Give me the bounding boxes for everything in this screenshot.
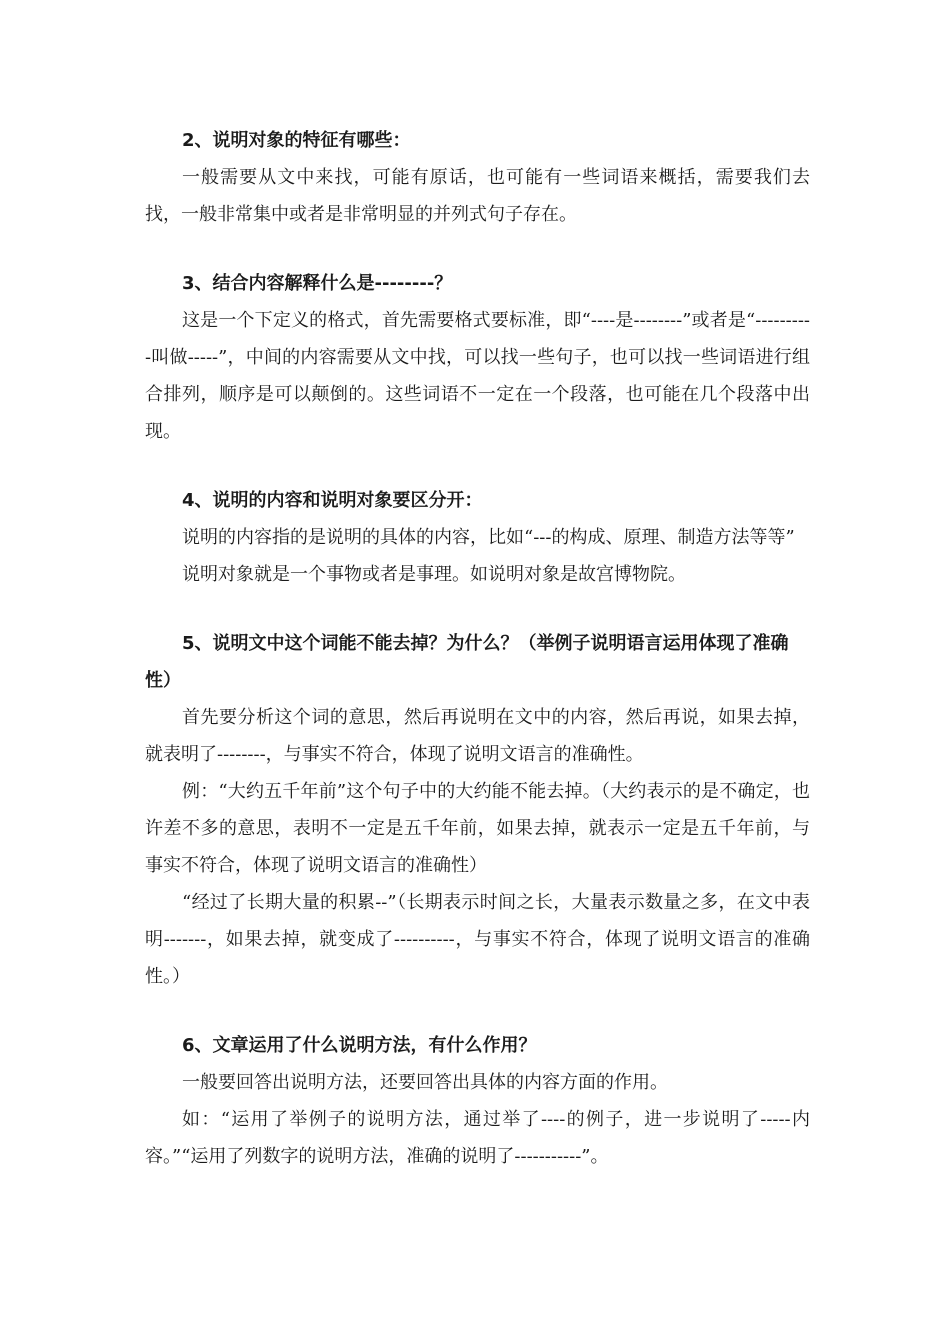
section-3	[145, 265, 810, 450]
section-paragraph: 这是一个下定义的格式，首先需要格式要标准，即“----是--------”或者是“----------叫做-----”，中间的内容需要从文中找，可以找一些句子，也可以找一些词语进行组合排列，顺序是可以颠倒的。这些词语不一定在一个段落，也可能在几个段落中出现。	[145, 310, 810, 442]
section-paragraph: 例：“大约五千年前”这个句子中的大约能不能去掉。（大约表示的是不确定，也许差不多的意思，表明不一定是五千年前，如果去掉，就表示一定是五千年前，与事实不符合，体现了说明文语言的准确性）	[145, 781, 810, 876]
section-4	[145, 482, 810, 593]
section-heading: 6、文章运用了什么说明方法，有什么作用？	[182, 1035, 537, 1056]
section-paragraph: 说明的内容指的是说明的具体的内容，比如“---的构成、原理、制造方法等等”	[182, 527, 795, 548]
section-heading: 3、结合内容解释什么是--------？	[182, 273, 453, 294]
document-body	[145, 122, 810, 1207]
section-5	[145, 625, 810, 995]
section-paragraph: 首先要分析这个词的意思，然后再说明在文中的内容，然后再说，如果去掉，就表明了--------，与事实不符合，体现了说明文语言的准确性。	[145, 707, 810, 765]
section-heading: 4、说明的内容和说明对象要区分开：	[182, 490, 483, 511]
section-paragraph: 一般需要从文中来找，可能有原话，也可能有一些词语来概括，需要我们去找，一般非常集中或者是非常明显的并列式句子存在。	[145, 167, 810, 225]
section-2	[145, 122, 810, 233]
section-paragraph: 说明对象就是一个事物或者是事理。如说明对象是故宫博物院。	[182, 564, 686, 585]
section-paragraph: “经过了长期大量的积累--”（长期表示时间之长，大量表示数量之多，在文中表明-------，如果去掉，就变成了----------，与事实不符合，体现了说明文语言的准确性。）	[145, 892, 810, 987]
section-heading: 5、说明文中这个词能不能去掉？为什么？（举例子说明语言运用体现了准确性）	[145, 633, 789, 691]
section-heading: 2、说明对象的特征有哪些：	[182, 130, 411, 151]
section-paragraph: 如：“运用了举例子的说明方法，通过举了----的例子，进一步说明了-----内容。”“运用了列数字的说明方法，准确的说明了-----------”。	[145, 1109, 810, 1167]
section-6	[145, 1027, 810, 1175]
section-paragraph: 一般要回答出说明方法，还要回答出具体的内容方面的作用。	[182, 1072, 668, 1093]
